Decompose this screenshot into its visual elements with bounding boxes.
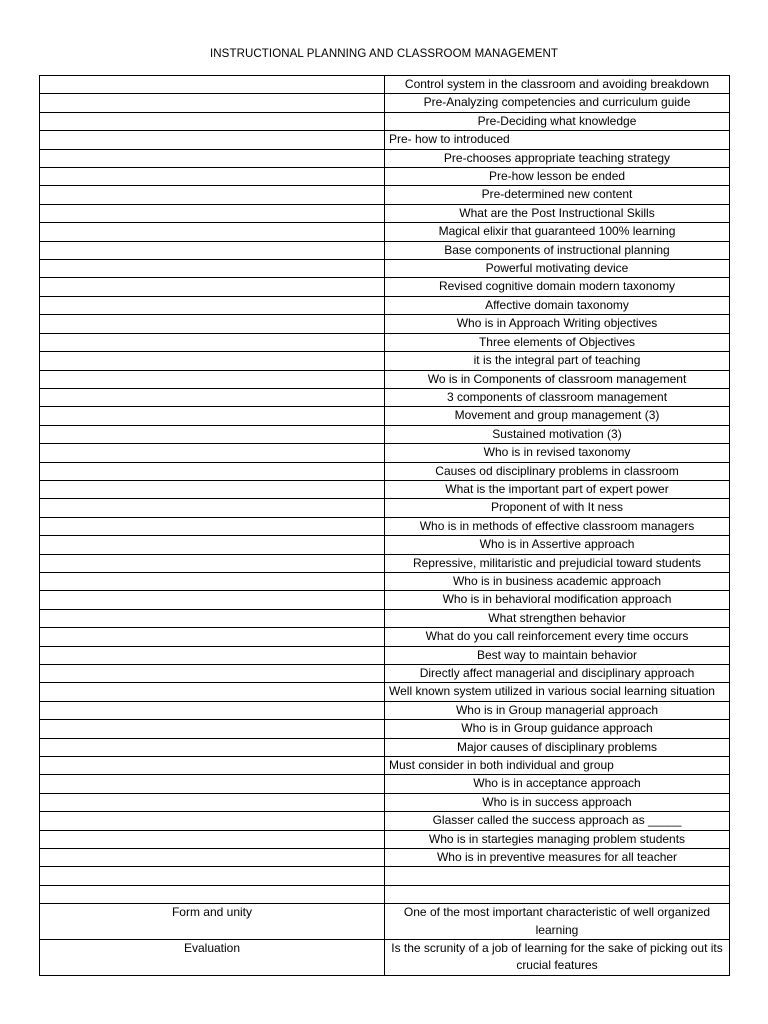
table-row bbox=[40, 425, 730, 443]
table-row bbox=[40, 554, 730, 572]
answer-cell bbox=[40, 812, 385, 830]
table-row bbox=[40, 149, 730, 167]
answer-cell bbox=[40, 720, 385, 738]
table-row bbox=[40, 462, 730, 480]
question-cell: Affective domain taxonomy bbox=[385, 296, 730, 314]
answer-cell bbox=[40, 591, 385, 609]
question-cell: Three elements of Objectives bbox=[385, 333, 730, 351]
table-row bbox=[40, 628, 730, 646]
answer-cell bbox=[40, 683, 385, 701]
answer-cell bbox=[40, 112, 385, 130]
question-cell: Who is in startegies managing problem students bbox=[385, 830, 730, 848]
table-row bbox=[40, 444, 730, 462]
table-row bbox=[40, 665, 730, 683]
answer-cell bbox=[40, 76, 385, 94]
question-cell: Who is in Assertive approach bbox=[385, 536, 730, 554]
question-cell: What are the Post Instructional Skills bbox=[385, 204, 730, 222]
question-cell: 3 components of classroom management bbox=[385, 388, 730, 406]
answer-cell bbox=[40, 94, 385, 112]
answer-cell bbox=[40, 480, 385, 498]
answer-cell bbox=[40, 554, 385, 572]
table-row bbox=[40, 315, 730, 333]
answer-cell bbox=[40, 885, 385, 903]
answer-cell bbox=[40, 444, 385, 462]
answer-cell bbox=[40, 536, 385, 554]
question-cell: Control system in the classroom and avoiding breakdown bbox=[385, 76, 730, 94]
answer-cell bbox=[40, 315, 385, 333]
question-cell: One of the most important characteristic of well organized learning bbox=[385, 904, 730, 940]
question-cell: Magical elixir that guaranteed 100% learning bbox=[385, 223, 730, 241]
table-row bbox=[40, 278, 730, 296]
table-row bbox=[40, 720, 730, 738]
question-cell: Causes od disciplinary problems in classroom bbox=[385, 462, 730, 480]
answer-cell bbox=[40, 867, 385, 885]
table-row bbox=[40, 131, 730, 149]
answer-cell bbox=[40, 223, 385, 241]
question-cell: Pre-Analyzing competencies and curriculum guide bbox=[385, 94, 730, 112]
answer-cell bbox=[40, 407, 385, 425]
table-body bbox=[40, 76, 730, 976]
answer-cell bbox=[40, 701, 385, 719]
question-cell: Pre-determined new content bbox=[385, 186, 730, 204]
document-title: INSTRUCTIONAL PLANNING AND CLASSROOM MANAGEMENT bbox=[209, 48, 559, 60]
question-cell: Well known system utilized in various social learning situation bbox=[385, 683, 730, 701]
question-cell: Who is in Group guidance approach bbox=[385, 720, 730, 738]
question-cell: What is the important part of expert power bbox=[385, 480, 730, 498]
question-cell: Proponent of with It ness bbox=[385, 499, 730, 517]
table-row bbox=[40, 867, 730, 885]
table-row bbox=[40, 370, 730, 388]
answer-cell bbox=[40, 499, 385, 517]
answer-cell bbox=[40, 517, 385, 535]
table-row bbox=[40, 536, 730, 554]
answer-cell bbox=[40, 609, 385, 627]
answer-cell bbox=[40, 775, 385, 793]
answer-cell bbox=[40, 296, 385, 314]
answer-cell bbox=[40, 793, 385, 811]
answer-cell bbox=[40, 241, 385, 259]
table-row bbox=[40, 701, 730, 719]
table-row bbox=[40, 112, 730, 130]
table-row bbox=[40, 572, 730, 590]
question-cell: Who is in acceptance approach bbox=[385, 775, 730, 793]
answer-cell bbox=[40, 462, 385, 480]
question-cell: Who is in behavioral modification approach bbox=[385, 591, 730, 609]
question-cell: Who is in Group managerial approach bbox=[385, 701, 730, 719]
question-cell: Who is in Approach Writing objectives bbox=[385, 315, 730, 333]
question-cell: Wo is in Components of classroom management bbox=[385, 370, 730, 388]
table-row bbox=[40, 204, 730, 222]
table-row bbox=[40, 388, 730, 406]
answer-cell bbox=[40, 204, 385, 222]
answer-cell bbox=[40, 149, 385, 167]
table-row bbox=[40, 793, 730, 811]
answer-cell bbox=[40, 278, 385, 296]
table-row bbox=[40, 223, 730, 241]
answer-cell bbox=[40, 333, 385, 351]
table-row bbox=[40, 885, 730, 903]
table-row bbox=[40, 775, 730, 793]
answer-cell bbox=[40, 830, 385, 848]
table-row bbox=[40, 683, 730, 701]
question-cell: Who is in business academic approach bbox=[385, 572, 730, 590]
answer-cell bbox=[40, 757, 385, 775]
question-cell: Pre-chooses appropriate teaching strategy bbox=[385, 149, 730, 167]
table-row bbox=[40, 186, 730, 204]
question-cell: What strengthen behavior bbox=[385, 609, 730, 627]
question-cell: Who is in success approach bbox=[385, 793, 730, 811]
answer-cell bbox=[40, 388, 385, 406]
question-cell: What do you call reinforcement every time occurs bbox=[385, 628, 730, 646]
table-row bbox=[40, 94, 730, 112]
answer-cell bbox=[40, 260, 385, 278]
question-cell: Glasser called the success approach as _____ bbox=[385, 812, 730, 830]
question-cell: Who is in preventive measures for all teacher bbox=[385, 849, 730, 867]
answer-cell bbox=[40, 665, 385, 683]
table-row bbox=[40, 738, 730, 756]
answer-cell bbox=[40, 572, 385, 590]
answer-cell bbox=[40, 168, 385, 186]
question-cell: Repressive, militaristic and prejudicial toward students bbox=[385, 554, 730, 572]
table-row bbox=[40, 333, 730, 351]
table-row bbox=[40, 812, 730, 830]
question-cell: Sustained motivation (3) bbox=[385, 425, 730, 443]
table-row bbox=[40, 296, 730, 314]
table-row bbox=[40, 352, 730, 370]
question-cell bbox=[385, 867, 730, 885]
table-row bbox=[40, 241, 730, 259]
question-cell: Base components of instructional planning bbox=[385, 241, 730, 259]
table-row bbox=[40, 499, 730, 517]
table-row bbox=[40, 830, 730, 848]
answer-cell bbox=[40, 646, 385, 664]
table-row bbox=[40, 849, 730, 867]
question-cell: Who is in methods of effective classroom managers bbox=[385, 517, 730, 535]
table-row bbox=[40, 260, 730, 278]
question-cell: Pre- how to introduced bbox=[385, 131, 730, 149]
question-cell: Is the scrunity of a job of learning for the sake of picking out its crucial features bbox=[385, 940, 730, 976]
question-cell: Movement and group management (3) bbox=[385, 407, 730, 425]
question-cell: it is the integral part of teaching bbox=[385, 352, 730, 370]
table-row bbox=[40, 76, 730, 94]
answer-cell bbox=[40, 628, 385, 646]
answer-cell: Evaluation bbox=[40, 940, 385, 976]
answer-cell bbox=[40, 425, 385, 443]
answer-cell bbox=[40, 352, 385, 370]
question-cell: Pre-Deciding what knowledge bbox=[385, 112, 730, 130]
table-row bbox=[40, 517, 730, 535]
table-row bbox=[40, 480, 730, 498]
question-cell: Revised cognitive domain modern taxonomy bbox=[385, 278, 730, 296]
question-cell bbox=[385, 885, 730, 903]
table-row bbox=[40, 940, 730, 976]
table-row bbox=[40, 609, 730, 627]
question-cell: Powerful motivating device bbox=[385, 260, 730, 278]
table-row bbox=[40, 591, 730, 609]
answer-cell bbox=[40, 849, 385, 867]
question-cell: Best way to maintain behavior bbox=[385, 646, 730, 664]
answer-cell bbox=[40, 131, 385, 149]
question-cell: Must consider in both individual and group bbox=[385, 757, 730, 775]
table-row bbox=[40, 168, 730, 186]
table-row bbox=[40, 646, 730, 664]
question-cell: Directly affect managerial and disciplinary approach bbox=[385, 665, 730, 683]
answer-cell: Form and unity bbox=[40, 904, 385, 940]
table-row bbox=[40, 904, 730, 940]
question-cell: Major causes of disciplinary problems bbox=[385, 738, 730, 756]
table-row bbox=[40, 407, 730, 425]
answer-cell bbox=[40, 738, 385, 756]
table-row bbox=[40, 757, 730, 775]
question-cell: Pre-how lesson be ended bbox=[385, 168, 730, 186]
answer-cell bbox=[40, 370, 385, 388]
question-answer-table bbox=[39, 75, 730, 976]
answer-cell bbox=[40, 186, 385, 204]
question-cell: Who is in revised taxonomy bbox=[385, 444, 730, 462]
